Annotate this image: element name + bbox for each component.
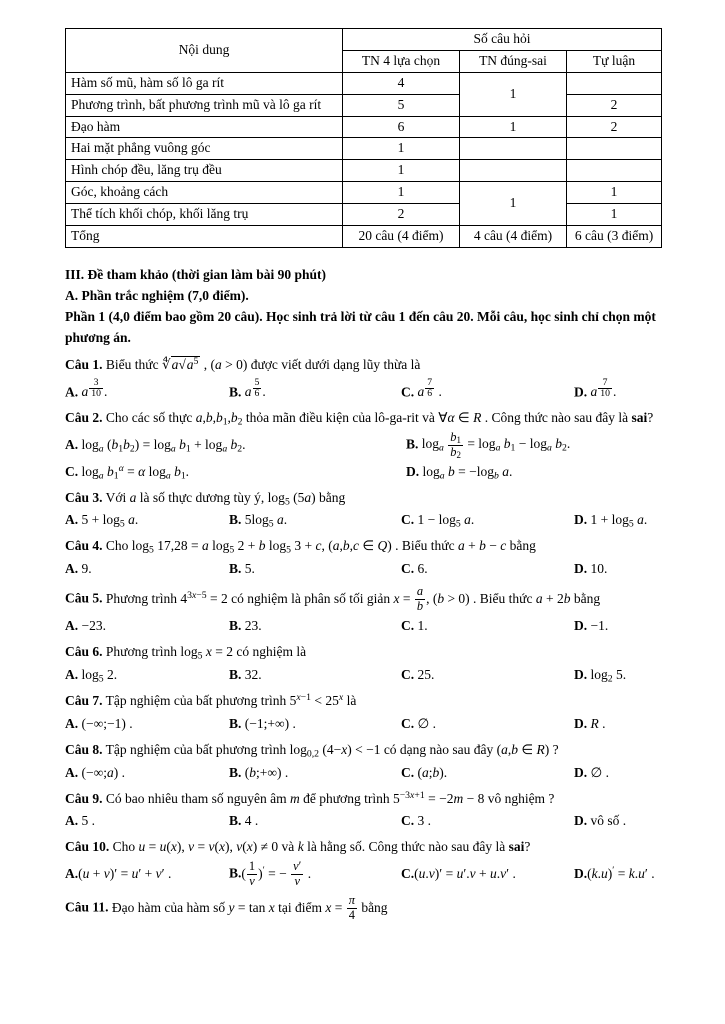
option-text: 5. xyxy=(244,561,255,577)
option-text: $\log_a (b_1b_2) = \log_a b_1 + \log_a b_2$. xyxy=(81,436,246,455)
option-text: $\log_a$ $\frac{b_1}{b_2}$ = $\log_a b_1 - \log_a b_2$. xyxy=(421,429,571,460)
option-letter: D. xyxy=(574,666,588,682)
option-text: ( $\frac{1}{v}$ )′ = − $\frac{v'}{v}$ . xyxy=(241,859,312,889)
option-text: a $^{\frac{5}{6}}$ . xyxy=(244,376,266,400)
option-text: (b;+∞) . xyxy=(244,764,289,780)
question-number: Câu 5. xyxy=(65,590,103,606)
option-text: $5\log_5$ a. xyxy=(244,512,288,530)
option-letter: A. xyxy=(65,436,79,452)
options-row xyxy=(65,378,661,403)
options-row xyxy=(65,860,661,889)
question-number: Câu 2. xyxy=(65,409,103,425)
option-text: $\log_a b = -\log_b$ a. xyxy=(422,463,513,482)
question-7 xyxy=(65,691,661,735)
question-text xyxy=(65,691,661,712)
header-so-cau-hoi: Số câu hỏi xyxy=(343,29,662,51)
cell-tu-luan: 2 xyxy=(567,94,662,116)
option-d xyxy=(574,616,661,637)
option-letter: C. xyxy=(401,383,415,399)
option-c xyxy=(401,864,574,885)
option-text: R . xyxy=(590,715,606,731)
option-text: 10. xyxy=(590,561,608,577)
question-matrix-table xyxy=(65,28,662,248)
question-text xyxy=(65,536,661,557)
option-text: 6. xyxy=(417,561,428,577)
option-d xyxy=(574,811,661,832)
question-body: Phương trình $\log_5 x = 2$ có nghiệm là xyxy=(105,643,307,662)
option-letter: B. xyxy=(406,436,419,452)
option-a xyxy=(65,435,406,456)
option-a xyxy=(65,714,229,735)
row-topic: Hình chóp đều, lăng trụ đều xyxy=(66,160,343,182)
option-a xyxy=(65,559,229,580)
cell-tu-luan: 1 xyxy=(567,182,662,204)
options-row xyxy=(65,811,661,832)
option-text: vô số . xyxy=(590,813,627,829)
option-text: a $^{\frac{3}{10}}$ . xyxy=(81,376,108,400)
option-letter: B. xyxy=(229,865,242,881)
option-text: (u.v)′ = u′.v + u.v′ . xyxy=(414,866,516,882)
question-body: Cho các số thực $a,b,b_1,b_2$ thỏa mãn điều kiện của lô-ga-rit và ∀α ∈ R . Công thức nào sau đây là sai? xyxy=(105,409,654,428)
option-letter: C. xyxy=(401,866,415,882)
option-letter: B. xyxy=(229,764,242,780)
option-text: 9. xyxy=(81,561,92,577)
option-text: 5 . xyxy=(81,813,95,829)
option-b xyxy=(229,559,401,580)
option-c xyxy=(401,378,574,403)
option-d xyxy=(406,462,661,483)
option-letter: D. xyxy=(574,764,588,780)
option-c xyxy=(401,763,574,784)
question-3 xyxy=(65,488,661,532)
option-letter: B. xyxy=(229,561,242,577)
option-text: (−1;+∞) . xyxy=(244,715,296,731)
options-row xyxy=(65,665,661,686)
question-11 xyxy=(65,894,661,923)
option-text: ∅ . xyxy=(417,715,437,731)
option-d xyxy=(574,378,661,403)
question-8 xyxy=(65,740,661,784)
question-body: Tập nghiệm của bất phương trình $\log_{0,2} (4-x) < -1$ có dạng nào sau đây (a,b ∈ R) ? xyxy=(105,741,559,760)
header-tu-luan: Tự luận xyxy=(567,50,662,72)
cell-tn4: 6 xyxy=(343,116,460,138)
option-letter: A. xyxy=(65,866,79,882)
cell-tn4: 1 xyxy=(343,160,460,182)
option-letter: D. xyxy=(574,383,588,399)
option-letter: A. xyxy=(65,813,79,829)
option-a xyxy=(65,510,229,531)
option-b xyxy=(406,431,661,460)
row-topic-total: Tổng xyxy=(66,226,343,248)
table-row-phuong-trinh xyxy=(66,94,662,116)
option-text: (−∞;a) . xyxy=(81,764,125,780)
cell-tn4: 5 xyxy=(343,94,460,116)
option-text: (k.u)′ = k.u′ . xyxy=(587,865,655,882)
question-text xyxy=(65,789,661,810)
option-text: (a;b). xyxy=(417,764,448,780)
heading-de-tham-khao: III. Đề tham khảo (thời gian làm bài 90 phút) xyxy=(65,266,327,282)
option-text: a $^{\frac{7}{10}}$ . xyxy=(590,376,617,400)
option-a xyxy=(65,616,229,637)
options-row xyxy=(65,431,661,483)
option-text: 1. xyxy=(417,618,428,634)
cell-tn4-total: 20 câu (4 điểm) xyxy=(343,226,460,248)
question-4 xyxy=(65,536,661,580)
section-headings xyxy=(65,265,661,349)
option-a xyxy=(65,864,229,885)
question-body: Cho u = u(x), v = v(x), v(x) ≠ 0 và k là hằng số. Công thức nào sau đây là sai? xyxy=(112,839,531,855)
options-row xyxy=(65,559,661,580)
table-header-row xyxy=(66,29,662,51)
question-text xyxy=(65,408,661,429)
question-5 xyxy=(65,585,661,637)
table-row-hai-mat-phang xyxy=(66,138,662,160)
question-number: Câu 1. xyxy=(65,356,103,372)
row-topic: Hàm số mũ, hàm số lô ga rít xyxy=(66,72,343,94)
option-letter: D. xyxy=(574,866,588,882)
header-noi-dung: Nội dung xyxy=(66,29,343,73)
question-number: Câu 11. xyxy=(65,899,109,915)
option-b xyxy=(229,665,401,686)
question-9 xyxy=(65,789,661,833)
option-letter: C. xyxy=(401,666,415,682)
option-letter: D. xyxy=(574,813,588,829)
option-c xyxy=(65,462,406,483)
option-text: $\log_2 5$. xyxy=(590,666,627,685)
option-a xyxy=(65,378,229,403)
question-number: Câu 3. xyxy=(65,489,103,505)
option-letter: A. xyxy=(65,618,79,634)
option-d xyxy=(574,714,661,735)
option-letter: B. xyxy=(229,715,242,731)
options-row xyxy=(65,763,661,784)
option-a xyxy=(65,763,229,784)
option-letter: C. xyxy=(401,813,415,829)
row-topic: Góc, khoảng cách xyxy=(66,182,343,204)
row-topic: Phương trình, bất phương trình mũ và lô ga rít xyxy=(66,94,343,116)
option-letter: C. xyxy=(401,561,415,577)
option-letter: B. xyxy=(229,666,242,682)
option-letter: D. xyxy=(574,561,588,577)
question-text xyxy=(65,837,661,858)
option-d xyxy=(574,763,661,784)
question-text xyxy=(65,488,661,509)
option-text: $1 - \log_5 a$. xyxy=(417,512,475,530)
option-letter: D. xyxy=(574,618,588,634)
option-c xyxy=(401,616,574,637)
option-b xyxy=(229,616,401,637)
option-letter: A. xyxy=(65,764,79,780)
option-text: $\log_5 2$. xyxy=(81,666,118,685)
option-a xyxy=(65,811,229,832)
option-b xyxy=(229,714,401,735)
cell-dung-sai xyxy=(460,138,567,160)
cell-dung-sai xyxy=(460,160,567,182)
option-text: 25. xyxy=(417,666,435,682)
cell-dung-sai-merged: 1 xyxy=(460,182,567,226)
heading-phan-trac-nghiem: A. Phần trắc nghiệm (7,0 điểm). xyxy=(65,287,249,303)
question-body: Với a là số thực dương tùy ý, $\log_5 (5a)$ bằng xyxy=(105,489,346,507)
question-number: Câu 8. xyxy=(65,741,103,757)
table-row-goc-khoang-cach xyxy=(66,182,662,204)
option-text: 3 . xyxy=(417,813,431,829)
option-text: $1 + \log_5 a$. xyxy=(590,512,648,530)
option-b xyxy=(229,811,401,832)
option-letter: A. xyxy=(65,383,79,399)
cell-tn4: 1 xyxy=(343,138,460,160)
option-c xyxy=(401,811,574,832)
question-text xyxy=(65,355,661,376)
option-d xyxy=(574,864,661,885)
option-a xyxy=(65,665,229,686)
option-b xyxy=(229,763,401,784)
table-row-dao-ham xyxy=(66,116,662,138)
question-text xyxy=(65,894,661,923)
cell-tu-luan: 2 xyxy=(567,116,662,138)
option-d xyxy=(574,510,661,531)
option-letter: B. xyxy=(229,618,242,634)
question-text xyxy=(65,740,661,761)
option-text: (−∞;−1) . xyxy=(81,715,133,731)
question-body: Cho $\log_5 17,28 = a$ $\log_5 2 + b$ $\log_5 3 + c$, (a,b,c ∈ Q) . Biểu thức a + b − c bằng xyxy=(105,538,536,556)
option-text: 32. xyxy=(244,666,262,682)
options-row xyxy=(65,714,661,735)
option-b xyxy=(229,510,401,531)
option-c xyxy=(401,510,574,531)
cell-dung-sai-merged: 1 xyxy=(460,72,567,116)
option-letter: A. xyxy=(65,715,79,731)
row-topic: Hai mặt phẳng vuông góc xyxy=(66,138,343,160)
cell-tn4: 1 xyxy=(343,182,460,204)
table-row-the-tich xyxy=(66,204,662,226)
option-letter: C. xyxy=(65,463,79,479)
option-letter: B. xyxy=(229,813,242,829)
option-text: $5 + \log_5 a$. xyxy=(81,512,139,530)
question-body: Phương trình $4^{3x-5} = 2$ có nghiệm là phân số tối giản x = $\frac{a}{b}$ , (b > 0) . Biểu thức a + 2b bằng xyxy=(105,584,601,614)
option-b xyxy=(229,860,401,889)
question-body: Có bao nhiêu tham số nguyên âm m để phương trình $5^{-3x+1} = -2m - 8$ vô nghiệm ? xyxy=(105,789,555,806)
question-number: Câu 7. xyxy=(65,692,103,708)
option-d xyxy=(574,559,661,580)
row-topic: Đạo hàm xyxy=(66,116,343,138)
option-c xyxy=(401,559,574,580)
cell-tu-luan xyxy=(567,72,662,94)
table-row-tong xyxy=(66,226,662,248)
cell-dung-sai-total: 4 câu (4 điểm) xyxy=(460,226,567,248)
question-body: Đạo hàm của hàm số y = tan x tại điểm x = $\frac{\pi}{4}$ bằng xyxy=(111,893,388,922)
options-row xyxy=(65,616,661,637)
question-number: Câu 9. xyxy=(65,790,103,806)
option-letter: C. xyxy=(401,618,415,634)
option-letter: C. xyxy=(401,764,415,780)
option-letter: C. xyxy=(401,715,415,731)
question-body: Tập nghiệm của bất phương trình $5^{x-1} < 25^x$ là xyxy=(105,691,357,708)
option-text: 4 . xyxy=(244,813,259,829)
option-c xyxy=(401,714,574,735)
question-number: Câu 6. xyxy=(65,643,103,659)
cell-tu-luan: 1 xyxy=(567,204,662,226)
question-text xyxy=(65,642,661,663)
option-b xyxy=(229,378,401,403)
row-topic: Thể tích khối chóp, khối lăng trụ xyxy=(66,204,343,226)
question-text xyxy=(65,585,661,614)
cell-tn4: 2 xyxy=(343,204,460,226)
option-text: −1. xyxy=(590,618,609,634)
question-number: Câu 10. xyxy=(65,839,110,855)
option-letter: B. xyxy=(229,383,242,399)
question-6 xyxy=(65,642,661,686)
question-2 xyxy=(65,408,661,483)
option-letter: A. xyxy=(65,561,79,577)
option-letter: A. xyxy=(65,512,79,528)
option-text: $\log_a b_1^\alpha = \alpha$ $\log_a b_1$. xyxy=(81,462,190,482)
heading-phan-1-intro: Phần 1 (4,0 điểm bao gồm 20 câu). Học sinh trả lời từ câu 1 đến câu 20. Mỗi câu, học sinh chỉ chọn một phương án. xyxy=(65,308,656,345)
option-letter: D. xyxy=(574,512,588,528)
option-c xyxy=(401,665,574,686)
options-row xyxy=(65,510,661,531)
option-letter: C. xyxy=(401,512,415,528)
table-row-ham-so-mu xyxy=(66,72,662,94)
cell-tn4: 4 xyxy=(343,72,460,94)
option-d xyxy=(574,665,661,686)
option-text: ∅ . xyxy=(590,764,610,780)
cell-tu-luan-total: 6 câu (3 điểm) xyxy=(567,226,662,248)
cell-tu-luan xyxy=(567,138,662,160)
option-letter: D. xyxy=(574,715,588,731)
question-10 xyxy=(65,837,661,889)
option-text: (u + v)′ = u′ + v′ . xyxy=(78,866,172,882)
option-text: a $^{\frac{7}{6}}$ . xyxy=(417,376,442,400)
question-number: Câu 4. xyxy=(65,538,103,554)
option-letter: A. xyxy=(65,666,79,682)
option-letter: B. xyxy=(229,512,242,528)
table-row-hinh-chop xyxy=(66,160,662,182)
question-body: Biểu thức $∜a√a^5$ , (a > 0) được viết dưới dạng lũy thừa là xyxy=(105,355,421,372)
question-1 xyxy=(65,355,661,403)
cell-dung-sai: 1 xyxy=(460,116,567,138)
option-letter: D. xyxy=(406,463,420,479)
option-text: 23. xyxy=(244,618,262,634)
option-text: −23. xyxy=(81,618,106,634)
header-tn-4-lua-chon: TN 4 lựa chọn xyxy=(343,50,460,72)
cell-tu-luan xyxy=(567,160,662,182)
header-tn-dung-sai: TN đúng-sai xyxy=(460,50,567,72)
